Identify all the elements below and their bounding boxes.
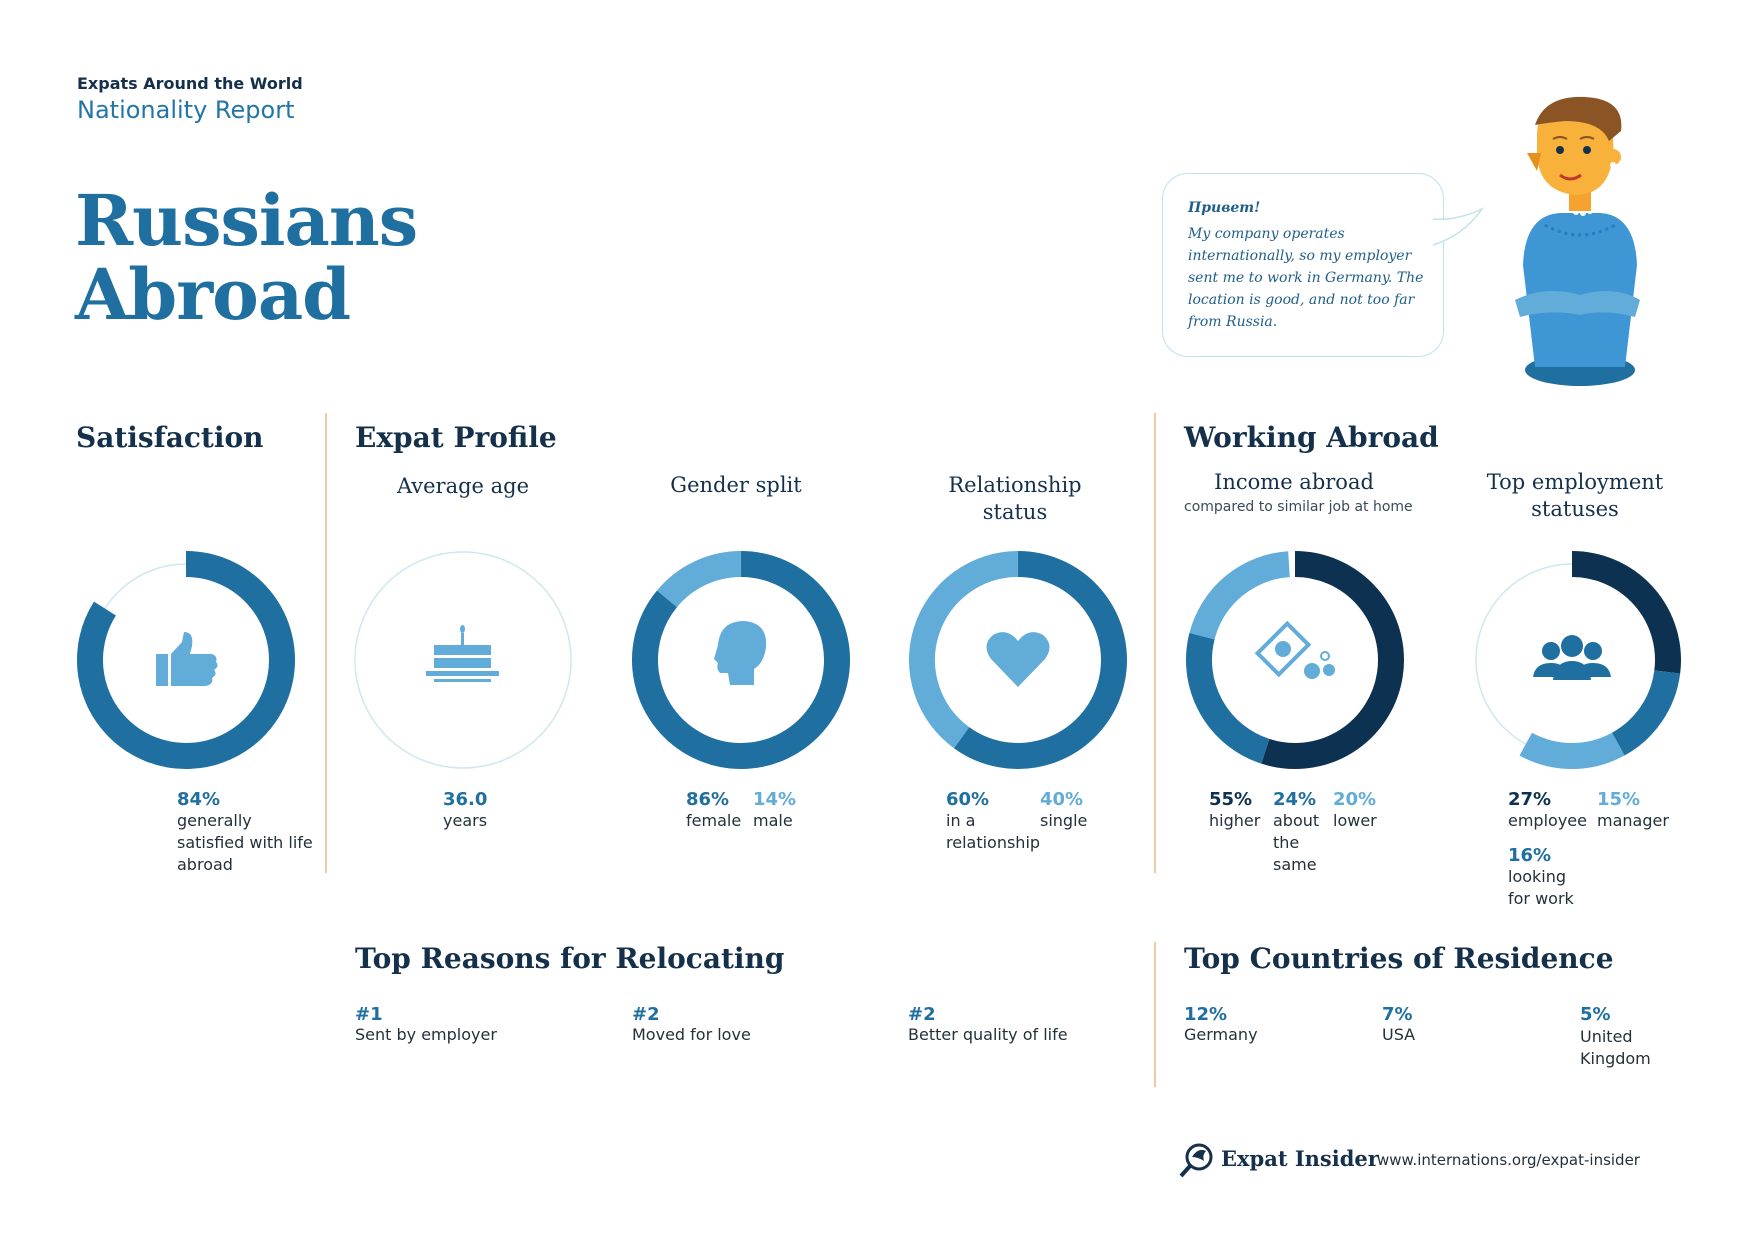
reason-rank: #2	[908, 1004, 936, 1025]
country-label: USA	[1382, 1025, 1416, 1044]
single-label: single	[1040, 811, 1088, 830]
thumbs-up-icon	[156, 632, 218, 686]
reason-item	[908, 1004, 1068, 1044]
relationship-value: 60%	[946, 789, 990, 810]
country-item	[1580, 1004, 1660, 1070]
country-value: 12%	[1184, 1004, 1228, 1025]
satisfaction-label: generally satisfied with life abroad	[177, 811, 313, 874]
age-label: years	[443, 811, 488, 830]
quote-text	[1188, 197, 1433, 333]
footer-url-link[interactable]: www.internations.org/expat-insider	[1377, 1151, 1640, 1169]
income-lower-value: 20%	[1333, 789, 1377, 810]
income-lower-arc	[1202, 564, 1289, 636]
heading-working-abroad: Working Abroad	[1184, 421, 1439, 454]
income-higher-value: 55%	[1209, 789, 1253, 810]
employment-ring	[1461, 549, 1683, 771]
female-label: female	[686, 811, 742, 830]
subheading-income: Income abroad	[1214, 470, 1374, 494]
heading-top-countries: Top Countries of Residence	[1184, 942, 1614, 975]
country-label: United Kingdom	[1580, 1027, 1651, 1068]
female-stat	[686, 789, 741, 832]
relationship-label: in a relationship	[946, 811, 1041, 852]
income-higher-arc	[1265, 564, 1391, 756]
satisfaction-stat	[177, 789, 317, 876]
country-value: 5%	[1580, 1004, 1611, 1025]
country-item	[1382, 1004, 1415, 1044]
expat-insider-logo-icon	[1178, 1141, 1216, 1179]
reason-item	[355, 1004, 497, 1044]
reason-label: Sent by employer	[355, 1025, 497, 1044]
employee-value: 27%	[1508, 789, 1552, 810]
relationship-stat	[946, 789, 1046, 854]
satisfaction-ring	[75, 549, 297, 771]
male-label: male	[753, 811, 793, 830]
money-icon	[1258, 624, 1335, 679]
heart-icon	[986, 632, 1049, 687]
subheading-employment: Top employment statuses	[1486, 470, 1664, 521]
subheading-relationship: Relationship status	[948, 473, 1082, 524]
reason-rank: #2	[632, 1004, 660, 1025]
quote-greeting: Привет!	[1188, 200, 1261, 216]
employment-manager-arc	[1618, 672, 1667, 744]
single-stat	[1040, 789, 1087, 832]
heading-top-reasons: Top Reasons for Relocating	[355, 942, 785, 975]
age-stat	[443, 789, 487, 832]
income-note: compared to similar job at home	[1184, 499, 1413, 515]
employee-label: employee	[1508, 811, 1587, 830]
country-value: 7%	[1382, 1004, 1413, 1025]
income-lower-stat	[1333, 789, 1377, 832]
quote-body: My company operates internationally, so my employer sent me to work in Germany. The location is good, and not too far from Russia.	[1188, 226, 1424, 330]
reason-item	[632, 1004, 751, 1044]
title-line-2: Abroad	[75, 253, 351, 336]
expat-character-illustration	[1505, 95, 1655, 395]
report-subtitle: Nationality Report	[77, 96, 295, 124]
divider-working	[1154, 413, 1156, 873]
income-ring	[1184, 549, 1406, 771]
relationship-ring	[907, 549, 1129, 771]
reason-rank: #1	[355, 1004, 383, 1025]
country-label: Germany	[1184, 1025, 1258, 1044]
satisfaction-value: 84%	[177, 789, 221, 810]
income-higher-stat	[1209, 789, 1260, 832]
subheading-average-age: Average age	[396, 474, 530, 498]
male-value: 14%	[753, 789, 797, 810]
gender-ring	[630, 549, 852, 771]
birthday-cake-icon	[426, 625, 499, 682]
employee-stat	[1508, 789, 1587, 832]
subheading-gender-split: Gender split	[670, 473, 802, 497]
heading-satisfaction: Satisfaction	[76, 421, 264, 454]
female-value: 86%	[686, 789, 730, 810]
manager-value: 15%	[1597, 789, 1641, 810]
age-value: 36.0	[443, 789, 488, 810]
manager-stat	[1597, 789, 1669, 832]
employment-looking-arc	[1526, 744, 1619, 756]
page-title	[75, 179, 418, 336]
report-kicker: Expats Around the World	[77, 74, 303, 93]
head-icon	[714, 621, 766, 685]
heading-expat-profile: Expat Profile	[355, 421, 557, 454]
income-lower-label: lower	[1333, 811, 1377, 830]
male-stat	[753, 789, 796, 832]
reason-label: Moved for love	[632, 1025, 751, 1044]
income-higher-label: higher	[1209, 811, 1261, 830]
people-group-icon	[1533, 635, 1611, 680]
looking-value: 16%	[1508, 845, 1552, 866]
bubble-tail	[1432, 207, 1484, 247]
divider-countries	[1154, 942, 1156, 1087]
income-same-value: 24%	[1273, 789, 1317, 810]
looking-stat	[1508, 845, 1588, 910]
looking-label: looking for work	[1508, 867, 1574, 908]
average-age-ring	[352, 549, 574, 771]
reason-label: Better quality of life	[908, 1025, 1068, 1044]
income-same-label: about the same	[1273, 811, 1320, 874]
title-line-1: Russians	[75, 179, 418, 262]
single-value: 40%	[1040, 789, 1084, 810]
country-item	[1184, 1004, 1258, 1044]
gender-male-arc	[667, 564, 741, 599]
income-same-stat	[1273, 789, 1323, 876]
footer-brand: Expat Insider	[1221, 1146, 1379, 1171]
manager-label: manager	[1597, 811, 1669, 830]
divider-satisfaction	[325, 413, 327, 873]
